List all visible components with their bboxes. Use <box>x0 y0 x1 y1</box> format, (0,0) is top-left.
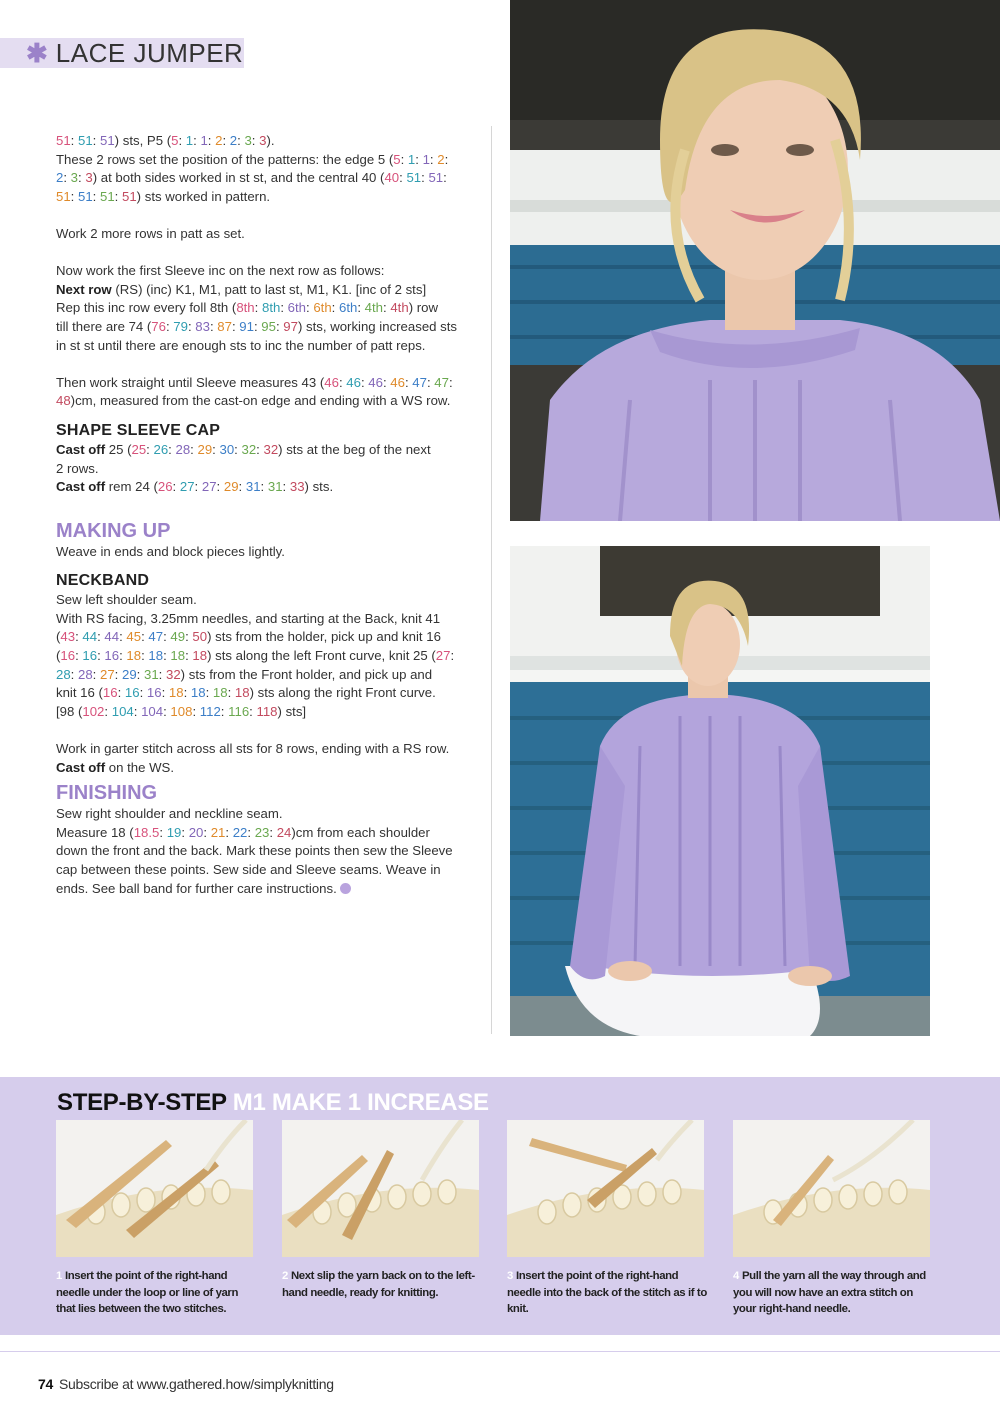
text-run: : <box>75 629 83 645</box>
footer-divider <box>0 1351 1000 1352</box>
text-run: Work in garter stitch across all sts for 8 rows, ending with a RS row. <box>56 741 450 757</box>
text-line <box>56 805 484 824</box>
size-value: 51 <box>100 188 115 204</box>
text-line <box>56 188 484 207</box>
text-run: : <box>275 318 284 334</box>
size-value: 31 <box>144 666 159 682</box>
text-run: : <box>382 374 391 390</box>
text-run: : <box>168 441 176 457</box>
text-line: Work 2 more rows in patt as set. <box>56 225 245 241</box>
size-value: 26 <box>157 479 173 495</box>
size-value: 48 <box>56 393 71 409</box>
text-run: ) sts] <box>277 703 307 719</box>
text-run: : <box>183 685 191 701</box>
step-1-caption: 1 Insert the point of the right-hand needle under the loop or line of yarn that lies between the two stitches. <box>56 1270 239 1315</box>
text-run: : <box>253 318 262 334</box>
text-run: : <box>421 170 429 186</box>
size-value: 18 <box>126 648 142 664</box>
heading-finishing: FINISHING <box>56 782 158 805</box>
text-line <box>56 628 484 647</box>
size-value: 27 <box>179 479 195 495</box>
text-run: till there are 74 ( <box>56 318 152 334</box>
size-value: 47 <box>434 374 449 390</box>
size-value: 104 <box>141 703 164 719</box>
size-value: 6th <box>287 300 306 316</box>
size-value: 5 <box>171 133 179 148</box>
size-value: 44 <box>104 629 120 645</box>
heading-shape-sleeve-cap: SHAPE SLEEVE CAP <box>56 421 221 439</box>
text-run: Sew left shoulder seam. <box>56 592 197 608</box>
size-value: 28 <box>56 666 71 682</box>
text-run: ) sts from the holder, pick up and knit 16 <box>207 629 441 645</box>
size-value: 4th <box>390 300 409 316</box>
text-run: ) sts, P5 ( <box>114 133 172 148</box>
text-run: : <box>415 151 423 167</box>
text-run: : <box>426 374 435 390</box>
text-line <box>56 759 484 778</box>
text-run: : <box>163 703 171 719</box>
size-value: 29 <box>197 441 213 457</box>
text-run: : <box>63 170 71 186</box>
bold-term: Cast off <box>56 479 106 495</box>
size-value: 27 <box>201 479 217 495</box>
text-run: : <box>251 133 260 148</box>
text-run: (RS) (inc) K1, M1, patt to last st, M1, K1. [inc of 2 sts] <box>111 281 427 297</box>
size-value: 3 <box>70 170 79 186</box>
size-value: 87 <box>217 318 232 334</box>
size-value: 50 <box>192 629 208 645</box>
size-value: 2 <box>437 151 445 167</box>
size-value: 46 <box>368 374 383 390</box>
step-by-step-title: STEP-BY-STEP M1 MAKE 1 INCREASE <box>57 1089 489 1116</box>
size-value: 3 <box>85 170 93 186</box>
step-4-photo <box>733 1120 930 1257</box>
end-dot-icon <box>340 883 351 894</box>
size-value: 47 <box>412 374 427 390</box>
text-run: : <box>92 188 100 204</box>
text-line <box>56 703 484 722</box>
text-run: : <box>249 703 257 719</box>
text-line <box>56 132 484 151</box>
text-run: : <box>97 629 105 645</box>
text-run: cap between these points. Sew side and Sleeve seams. Weave in <box>56 862 441 877</box>
step-2-photo <box>282 1120 479 1257</box>
size-value: 28 <box>78 666 93 682</box>
size-value: 51 <box>406 170 422 186</box>
size-value: 104 <box>111 703 134 719</box>
text-run: : <box>193 133 201 148</box>
text-run: : <box>141 629 149 645</box>
text-line <box>56 647 484 666</box>
size-value: 33 <box>289 479 305 495</box>
text-run: : <box>209 318 218 334</box>
size-value: 18 <box>192 648 208 664</box>
text-run: ) sts from the Front holder, and pick up and <box>180 666 433 682</box>
portrait-photo <box>510 0 1000 521</box>
text-run: : <box>70 133 78 148</box>
text-run: : <box>92 133 100 148</box>
text-run: : <box>207 133 216 148</box>
text-line: Weave in ends and block pieces lightly. <box>56 543 285 559</box>
text-line <box>56 861 484 880</box>
size-value: 6th <box>313 300 332 316</box>
size-value: 32 <box>241 441 257 457</box>
size-value: 8th <box>261 300 281 316</box>
text-run: : <box>192 703 200 719</box>
size-value: 46 <box>324 374 339 390</box>
size-value: 102 <box>82 703 105 719</box>
text-run: : <box>114 188 122 204</box>
size-value: 43 <box>60 629 76 645</box>
text-run: )cm, measured from the cast-on edge and ending with a WS row. <box>70 393 451 409</box>
text-run: : <box>247 824 255 840</box>
page-number: 74 <box>38 1376 53 1392</box>
text-run: : <box>357 300 365 316</box>
text-run: : <box>172 479 180 495</box>
size-value: 32 <box>263 441 279 457</box>
size-value: 118 <box>256 703 278 719</box>
text-run: ( <box>56 648 61 664</box>
size-value: 16 <box>146 685 162 701</box>
text-run: : <box>159 824 167 840</box>
text-run: Now work the first Sleeve inc on the next row as follows: <box>56 263 385 279</box>
size-value: 27 <box>100 666 115 682</box>
text-run: : <box>205 685 213 701</box>
text-run: ) sts along the right Front curve. <box>249 685 436 701</box>
text-run: Measure 18 ( <box>56 824 134 840</box>
size-value: 2 <box>215 133 223 148</box>
size-value: 18 <box>190 685 206 701</box>
text-run: ) row <box>408 300 438 316</box>
text-run: : <box>146 441 154 457</box>
text-run: : <box>163 648 171 664</box>
text-run: 25 ( <box>105 441 132 457</box>
step-4-caption: 4 Pull the yarn all the way through and you will now have an extra stitch on your right-hand needle. <box>733 1270 926 1315</box>
text-run: : <box>70 188 78 204</box>
step-2-caption: 2 Next slip the yarn back on to the left-hand needle, ready for knitting. <box>282 1270 475 1299</box>
text-line <box>56 880 484 899</box>
text-line <box>56 478 484 497</box>
size-value: 4th <box>364 300 384 316</box>
text-run: : <box>222 133 230 148</box>
bold-term: Cast off <box>56 441 106 457</box>
text-run: : <box>78 170 86 186</box>
text-run: : <box>331 300 339 316</box>
size-value: 18 <box>148 648 164 664</box>
size-value: 1 <box>407 151 416 167</box>
text-run: Sew right shoulder and neckline seam. <box>56 806 283 822</box>
text-run: : <box>114 666 122 682</box>
step-3-caption: 3 Insert the point of the right-hand needle into the back of the stitch as if to knit. <box>507 1270 707 1315</box>
text-run: ) sts. <box>304 479 334 495</box>
text-run: : <box>178 133 186 148</box>
text-run: : <box>400 151 408 167</box>
size-value: 45 <box>126 629 142 645</box>
text-run: : <box>141 648 149 664</box>
text-run: : <box>256 441 264 457</box>
size-value: 18 <box>212 685 228 701</box>
footer <box>38 1376 334 1392</box>
text-run: : <box>429 151 438 167</box>
step-3-photo <box>507 1120 704 1257</box>
text-line <box>56 169 484 188</box>
size-value: 32 <box>166 666 181 682</box>
text-run: : <box>282 479 290 495</box>
step-1-photo <box>56 1120 253 1257</box>
text-run: : <box>119 648 127 664</box>
text-line <box>56 151 484 170</box>
text-run: down the front and the back. Mark these points then sew the Sleeve <box>56 843 453 859</box>
size-value: 49 <box>170 629 186 645</box>
text-run: : <box>190 441 198 457</box>
text-run: rem 24 ( <box>105 479 158 495</box>
size-value: 23 <box>254 824 270 840</box>
text-run: : <box>139 685 147 701</box>
text-run: ) sts, working increased sts <box>297 318 458 334</box>
text-run: Rep this inc row every foll 8th ( <box>56 300 237 316</box>
size-value: 51 <box>78 188 93 204</box>
text-run: : <box>444 151 449 167</box>
text-run: : <box>117 685 125 701</box>
size-value: 6th <box>339 300 358 316</box>
text-run: : <box>399 170 407 186</box>
size-value: 51 <box>100 133 115 148</box>
text-run: : <box>212 441 220 457</box>
text-run: : <box>194 479 202 495</box>
size-value: 51 <box>56 133 71 148</box>
text-line <box>56 842 484 861</box>
text-run: : <box>92 666 100 682</box>
text-run: : <box>269 824 277 840</box>
text-line <box>56 392 484 411</box>
size-value: 112 <box>199 703 221 719</box>
size-value: 16 <box>60 648 76 664</box>
size-value: 29 <box>223 479 239 495</box>
size-value: 30 <box>219 441 235 457</box>
text-run: : <box>231 318 240 334</box>
size-value: 91 <box>239 318 254 334</box>
text-line <box>56 374 484 393</box>
size-value: 3 <box>244 133 252 148</box>
section-tab <box>0 38 244 68</box>
text-line <box>56 666 484 685</box>
text-run: ) at both sides worked in st st, and the central 40 ( <box>92 170 385 186</box>
size-value: 1 <box>422 151 430 167</box>
size-value: 83 <box>195 318 210 334</box>
bold-term: Cast off <box>56 759 106 775</box>
size-value: 40 <box>384 170 400 186</box>
size-value: 18.5 <box>133 824 160 840</box>
text-line <box>56 740 484 759</box>
size-value: 25 <box>131 441 147 457</box>
text-run: : <box>383 300 391 316</box>
bold-term: Next row <box>56 281 112 297</box>
text-line <box>56 318 484 337</box>
heading-neckband: NECKBAND <box>56 572 150 590</box>
size-value: 51 <box>122 188 137 204</box>
text-run: : <box>75 648 83 664</box>
pattern-text-column <box>56 132 484 898</box>
text-run: : <box>158 666 166 682</box>
size-value: 29 <box>122 666 137 682</box>
page-title: LACE JUMPER <box>55 37 244 68</box>
text-run: ( <box>56 629 61 645</box>
text-run: ). <box>266 133 275 148</box>
text-run: [98 ( <box>56 703 83 719</box>
text-line <box>56 299 484 318</box>
text-run: : <box>136 666 144 682</box>
text-run: : <box>119 629 127 645</box>
text-run: : <box>238 479 246 495</box>
text-line <box>56 610 484 629</box>
size-value: 16 <box>102 685 118 701</box>
size-value: 22 <box>232 824 248 840</box>
text-line <box>56 337 484 356</box>
text-run: : <box>225 824 233 840</box>
size-value: 51 <box>56 188 71 204</box>
size-value: 51 <box>428 170 444 186</box>
size-value: 116 <box>228 703 250 719</box>
size-value: 46 <box>346 374 361 390</box>
text-run: : <box>133 703 142 719</box>
text-run: ) sts along the left Front curve, knit 25 ( <box>207 648 436 664</box>
size-value: 95 <box>261 318 276 334</box>
size-value: 16 <box>104 648 120 664</box>
text-run: : <box>185 629 193 645</box>
size-value: 26 <box>153 441 169 457</box>
size-value: 1 <box>200 133 208 148</box>
size-value: 28 <box>175 441 191 457</box>
size-value: 8th <box>236 300 255 316</box>
text-run: : <box>306 300 314 316</box>
text-run: : <box>450 648 455 664</box>
size-value: 21 <box>210 824 226 840</box>
size-value: 19 <box>166 824 182 840</box>
text-run: : <box>448 374 453 390</box>
text-line <box>56 824 484 843</box>
size-value: 3 <box>259 133 267 148</box>
text-run: : <box>187 318 196 334</box>
text-run: : <box>443 170 447 186</box>
text-run: ) sts at the beg of the next <box>278 441 431 457</box>
text-line <box>56 441 484 460</box>
text-run: ends. See ball band for further care instructions. <box>56 880 337 896</box>
size-value: 47 <box>148 629 164 645</box>
size-value: 5 <box>393 151 401 167</box>
size-value: 2 <box>229 133 238 148</box>
text-line <box>56 684 484 703</box>
heading-making-up: MAKING UP <box>56 519 171 542</box>
seated-photo <box>510 546 930 1036</box>
text-line <box>56 460 484 479</box>
size-value: 27 <box>435 648 451 664</box>
size-value: 2 <box>56 170 64 186</box>
size-value: 31 <box>245 479 261 495</box>
text-run: : <box>181 824 189 840</box>
text-run: : <box>280 300 288 316</box>
size-value: 16 <box>82 648 98 664</box>
text-run: : <box>237 133 245 148</box>
size-value: 51 <box>78 133 93 148</box>
text-run: : <box>234 441 242 457</box>
text-run: With RS facing, 3.25mm needles, and starting at the Back, knit 41 <box>56 610 441 626</box>
text-run: : <box>260 479 268 495</box>
size-value: 18 <box>168 685 184 701</box>
text-run: : <box>254 300 262 316</box>
text-run: : <box>216 479 224 495</box>
text-run: : <box>70 666 78 682</box>
text-run: : <box>338 374 347 390</box>
text-run: : <box>360 374 369 390</box>
size-value: 18 <box>234 685 250 701</box>
size-value: 46 <box>390 374 405 390</box>
text-run: : <box>104 703 112 719</box>
text-run: )cm from each shoulder <box>291 824 430 840</box>
text-run: : <box>404 374 413 390</box>
size-value: 76 <box>151 318 166 334</box>
text-run: These 2 rows set the position of the patterns: the edge 5 ( <box>56 151 394 167</box>
subscribe-text: Subscribe at www.gathered.how/simplyknitting <box>58 1376 334 1392</box>
text-run: : <box>220 703 229 719</box>
text-run: : <box>185 648 193 664</box>
text-run: : <box>203 824 211 840</box>
size-value: 97 <box>283 318 298 334</box>
text-run: : <box>163 629 171 645</box>
size-value: 108 <box>170 703 193 719</box>
text-run: : <box>97 648 105 664</box>
size-value: 79 <box>173 318 188 334</box>
asterisk-icon: ✱ <box>26 38 48 68</box>
text-line <box>56 262 484 281</box>
size-value: 24 <box>276 824 292 840</box>
size-value: 44 <box>82 629 98 645</box>
text-run: knit 16 ( <box>56 685 103 701</box>
text-run: in st st until there are enough sts to inc the number of patt reps. <box>56 337 426 353</box>
text-line <box>56 591 484 610</box>
text-line <box>56 281 484 300</box>
text-run: : <box>161 685 169 701</box>
size-value: 16 <box>124 685 140 701</box>
size-value: 20 <box>188 824 204 840</box>
text-run: ) sts worked in pattern. <box>136 188 271 204</box>
size-value: 18 <box>170 648 186 664</box>
column-divider <box>491 126 492 1034</box>
text-run: Then work straight until Sleeve measures 43 ( <box>56 374 325 390</box>
text-run: : <box>227 685 235 701</box>
size-value: 31 <box>267 479 283 495</box>
text-run: : <box>165 318 174 334</box>
text-run: on the WS. <box>105 759 174 775</box>
size-value: 1 <box>185 133 194 148</box>
text-run: 2 rows. <box>56 460 99 476</box>
